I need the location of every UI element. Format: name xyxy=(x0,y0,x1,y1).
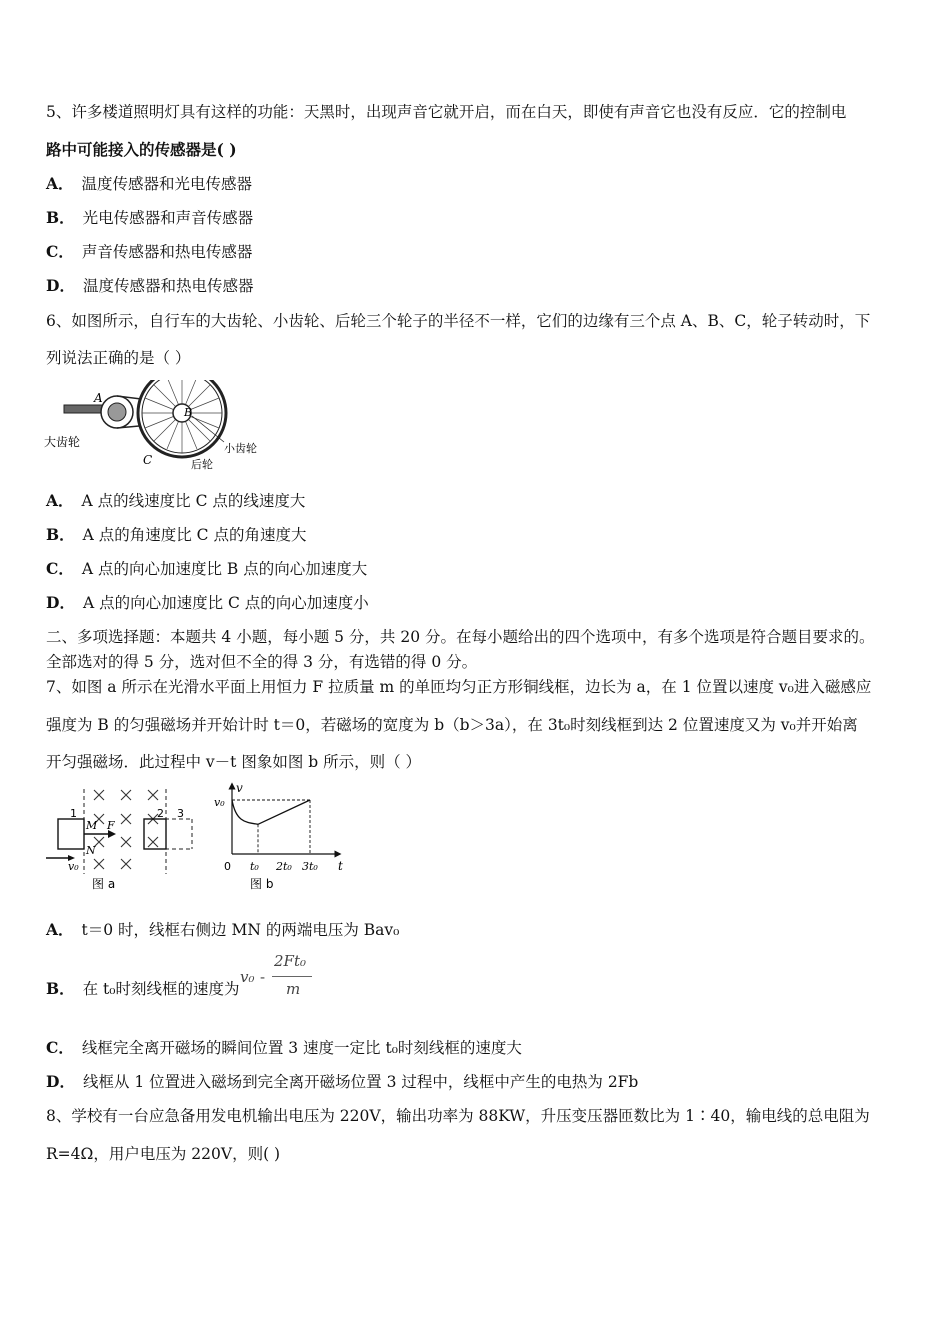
q8-stem-line2: R=4Ω，用户电压为 220V，则( ) xyxy=(46,1145,281,1163)
origin-label: 0 xyxy=(224,860,231,873)
q5-stem-line2: 路中可能接入的传感器是( ) xyxy=(46,140,237,159)
position-1-label: 1 xyxy=(70,807,77,820)
formula-denominator: m xyxy=(286,980,301,998)
q5-option-b: B． 光电传感器和声音传感器 xyxy=(46,208,254,227)
small-gear-label: 小齿轮 xyxy=(224,442,257,455)
tick-label-2: 2t₀ xyxy=(276,860,292,873)
q7-option-a: A． t＝0 时，线框右侧边 MN 的两端电压为 Bav₀ xyxy=(46,920,400,939)
bicycle-gear-figure xyxy=(42,380,267,475)
q7-stem-line3: 开匀强磁场．此过程中 v－t 图象如图 b 所示，则（ ） xyxy=(46,753,422,771)
rear-wheel-label: 后轮 xyxy=(191,458,213,471)
q5-option-a: A． 温度传感器和光电传感器 xyxy=(46,174,253,193)
vt-curve-group xyxy=(232,800,318,873)
q5-option-d: D． 温度传感器和热电传感器 xyxy=(46,276,254,295)
section2-line2: 全部选对的得 5 分，选对但不全的得 3 分，有选错的得 0 分。 xyxy=(46,653,478,671)
point-c-label: C xyxy=(143,453,153,467)
q7-figure-a xyxy=(44,784,204,894)
q6-option-d: D． A 点的向心加速度比 C 点的向心加速度小 xyxy=(46,593,369,612)
point-b-label: B xyxy=(184,406,193,419)
q7-figure-b-vt-graph xyxy=(210,780,350,895)
q7-stem-line1: 7、如图 a 所示在光滑水平面上用恒力 F 拉质量 m 的单匝均匀正方形铜线框，边长为 a，在 1 位置以速度 v₀进入磁感应 xyxy=(46,678,872,696)
q5-option-c: C． 声音传感器和热电传感器 xyxy=(46,242,253,261)
figure-a-caption: 图 a xyxy=(92,877,116,891)
label-v0: v₀ xyxy=(68,860,79,873)
q7-option-b: B． 在 t₀时刻线框的速度为 xyxy=(46,979,240,998)
q7-option-d: D． 线框从 1 位置进入磁场到完全离开磁场位置 3 过程中，线框中产生的电热为 2Fb xyxy=(46,1072,639,1091)
axis-v-label: v xyxy=(236,781,243,795)
label-n: N xyxy=(86,844,96,857)
v0-tick-label: v₀ xyxy=(214,796,225,809)
position-3-label: 3 xyxy=(177,807,184,820)
vt-rising-segment xyxy=(258,800,310,824)
label-m: M xyxy=(86,819,98,832)
vt-decay-curve xyxy=(232,800,258,824)
figure-b-caption: 图 b xyxy=(250,877,274,891)
big-gear-label: 大齿轮 xyxy=(44,435,81,449)
section2-line1: 二、多项选择题：本题共 4 小题，每小题 5 分，共 20 分。在每小题给出的四个选项中，有多个选项是符合题目要求的。 xyxy=(46,628,875,646)
position-2-label: 2 xyxy=(157,807,164,820)
tick-label-3: 3t₀ xyxy=(302,860,318,873)
q6-option-c: C． A 点的向心加速度比 B 点的向心加速度大 xyxy=(46,559,368,578)
tick-label-1: t₀ xyxy=(250,860,259,873)
q6-stem-line2: 列说法正确的是（ ） xyxy=(46,349,191,367)
q6-stem-line1: 6、如图所示，自行车的大齿轮、小齿轮、后轮三个轮子的半径不一样，它们的边缘有三个点 A、B、C，轮子转动时，下 xyxy=(46,312,871,330)
axis-t-label: t xyxy=(338,859,343,873)
q7-option-c: C． 线框完全离开磁场的瞬间位置 3 速度一定比 t₀时刻线框的速度大 xyxy=(46,1038,522,1057)
q8-stem-line1: 8、学校有一台应急备用发电机输出电压为 220V，输出功率为 88KW，升压变压器匝数比为 1∶40，输电线的总电阻为 xyxy=(46,1107,870,1125)
q6-option-a: A． A 点的线速度比 C 点的线速度大 xyxy=(46,491,306,510)
formula-minus: - xyxy=(260,968,266,986)
q6-option-b: B． A 点的角速度比 C 点的角速度大 xyxy=(46,525,307,544)
fraction-bar xyxy=(272,976,312,977)
point-a-label: A xyxy=(94,391,103,405)
formula-v0: v₀ xyxy=(240,968,255,986)
label-f: F xyxy=(107,819,115,832)
q5-stem-line1: 5、许多楼道照明灯具有这样的功能：天黑时，出现声音它就开启，而在白天，即使有声音它也没有反应．它的控制电 xyxy=(46,103,847,121)
formula-numerator: 2Ft₀ xyxy=(274,952,306,970)
q7-stem-line2: 强度为 B 的匀强磁场并开始计时 t＝0，若磁场的宽度为 b（b＞3a），在 3t₀时刻线框到达 2 位置速度又为 v₀并开始离 xyxy=(46,716,858,734)
option-b-formula xyxy=(240,952,320,1002)
